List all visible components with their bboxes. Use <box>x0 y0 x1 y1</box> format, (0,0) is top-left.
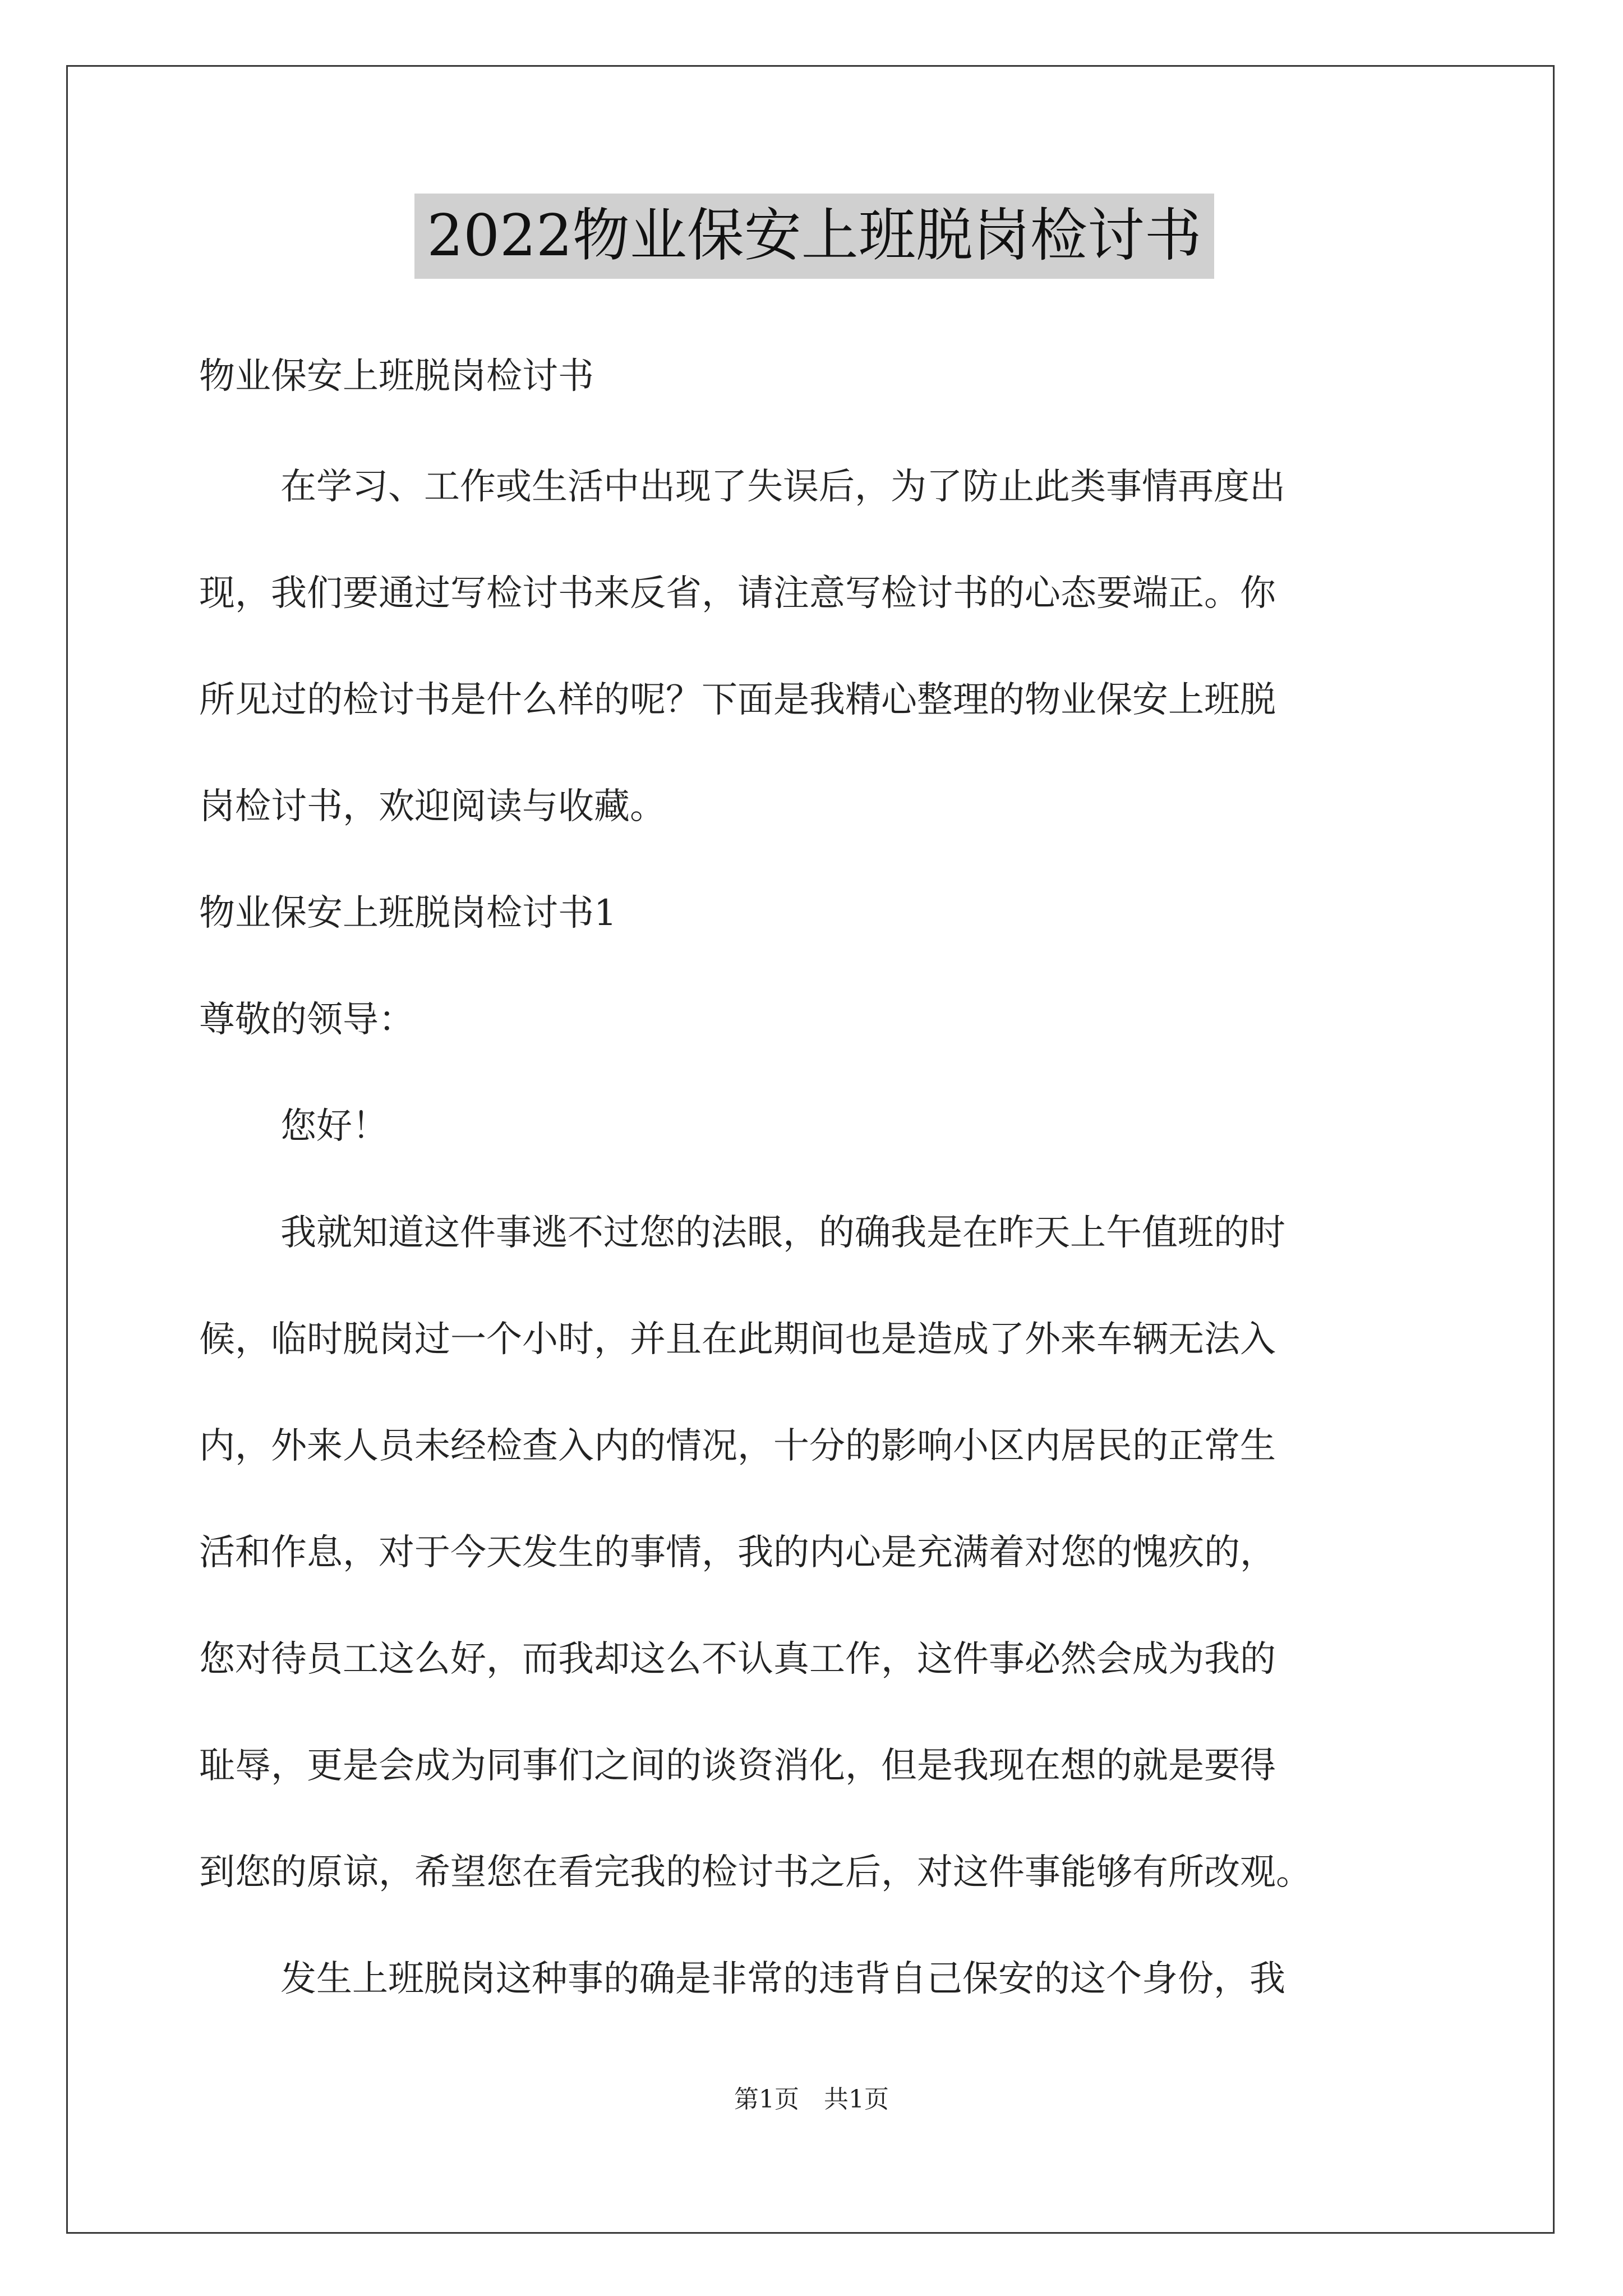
subtitle-line: 物业保安上班脱岗检讨书 <box>199 356 594 397</box>
greeting: 您好！ <box>280 1106 388 1147</box>
body-line-2: 候，临时脱岗过一个小时，并且在此期间也是造成了外来车辆无法入 <box>199 1319 1276 1360</box>
document-title: 2022物业保安上班脱岗检讨书 <box>414 194 1214 279</box>
body-line-3: 内，外来人员未经检查入内的情况，十分的影响小区内居民的正常生 <box>199 1425 1276 1467</box>
salutation: 尊敬的领导： <box>199 999 414 1041</box>
intro-line-3: 所见过的检讨书是什么样的呢？下面是我精心整理的物业保安上班脱 <box>199 679 1276 721</box>
intro-line-1: 在学习、工作或生活中出现了失误后，为了防止此类事情再度出 <box>280 466 1285 508</box>
intro-line-2: 现，我们要通过写检讨书来反省，请注意写检讨书的心态要端正。你 <box>199 573 1276 614</box>
intro-line-4: 岗检讨书，欢迎阅读与收藏。 <box>199 786 666 827</box>
body-line-6: 耻辱，更是会成为同事们之间的谈资消化，但是我现在想的就是要得 <box>199 1745 1276 1787</box>
body-line-1: 我就知道这件事逃不过您的法眼，的确我是在昨天上午值班的时 <box>280 1212 1285 1254</box>
body-line-7: 到您的原谅，希望您在看完我的检讨书之后，对这件事能够有所改观。 <box>199 1852 1312 1893</box>
section-heading: 物业保安上班脱岗检讨书1 <box>199 892 617 934</box>
body-line-5: 您对待员工这么好，而我却这么不认真工作，这件事必然会成为我的 <box>199 1639 1276 1680</box>
body-line-8: 发生上班脱岗这种事的确是非常的违背自己保安的这个身份，我 <box>280 1958 1285 2000</box>
page-footer: 第1页 共1页 <box>734 2085 889 2114</box>
body-line-4: 活和作息，对于今天发生的事情，我的内心是充满着对您的愧疚的， <box>199 1532 1276 1573</box>
